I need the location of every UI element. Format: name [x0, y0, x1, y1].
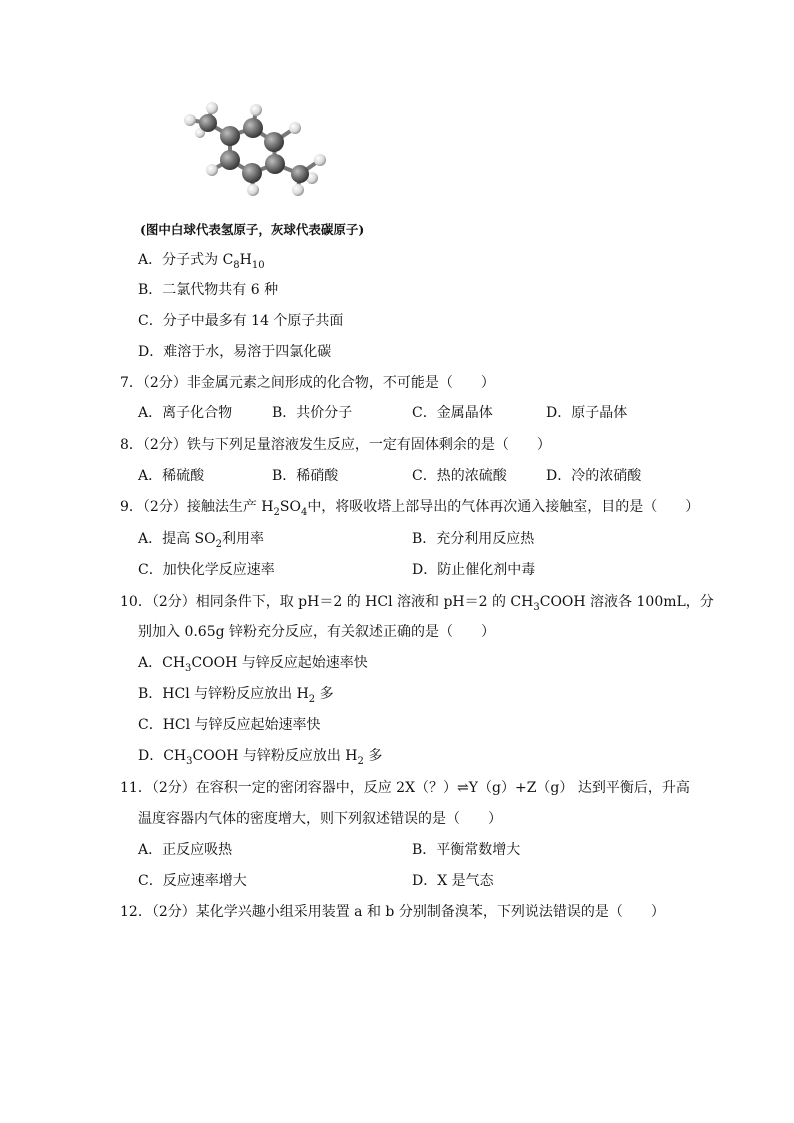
stem-text: 中，将吸收塔上部导出的气体再次通入接触室，目的是（ ）	[307, 499, 700, 515]
option-text: 多	[315, 686, 334, 702]
q10-option-c: C．HCl 与锌反应起始速率快	[138, 717, 321, 733]
subscript: 8	[233, 259, 240, 271]
q7-option-a: A．离子化合物	[138, 405, 233, 421]
option-text: COOH 与锌反应起始速率快	[191, 655, 368, 671]
q10-option-d	[138, 746, 382, 766]
q8-option-d: D．冷的浓硝酸	[546, 468, 642, 484]
q11-option-c: C．反应速率增大	[138, 873, 247, 889]
option-text: B．HCl 与锌粉反应放出 H	[138, 686, 309, 702]
subscript: 2	[357, 755, 364, 767]
option-letter: B．	[138, 282, 163, 298]
option-text: 利用率	[222, 531, 265, 547]
option-letter: C．	[138, 313, 163, 329]
option-text: A．提高 SO	[138, 531, 216, 547]
q10-stem-line1	[120, 592, 714, 612]
q11-option-b: B．平衡常数增大	[412, 842, 521, 858]
q12-stem: 12．（2分）某化学兴趣小组采用装置 a 和 b 分别制备溴苯，下列说法错误的是（ ）	[120, 904, 665, 920]
q10-option-b	[138, 684, 334, 704]
q11-stem-line1: 11．（2分）在容积一定的密闭容器中，反应 2X（？）⇌Y（g）+Z（g） 达到平衡后，升高	[120, 780, 690, 796]
option-text: 难溶于水，易溶于四氯化碳	[163, 344, 332, 360]
option-text: A．CH	[138, 655, 186, 671]
subscript: 3	[185, 662, 192, 674]
subscript: 2	[273, 506, 280, 518]
option-text: D．CH	[138, 748, 187, 764]
q8-option-b: B．稀硝酸	[272, 468, 339, 484]
q9-option-c: C．加快化学反应速率	[138, 562, 275, 578]
q10-option-a	[138, 653, 368, 673]
option-text: COOH 与锌粉反应放出 H	[192, 748, 358, 764]
stem-text: 9．（2分）接触法生产 H	[120, 499, 274, 515]
q9-stem	[120, 497, 699, 517]
q6-option-a	[138, 250, 265, 270]
option-letter: D．	[138, 344, 164, 360]
subscript: 3	[186, 755, 193, 767]
q6-option-b	[138, 280, 278, 300]
q9-option-d: D．防止催化剂中毒	[412, 562, 536, 578]
molecule-model-image	[140, 98, 385, 208]
q11-option-d: D．X 是气态	[412, 873, 494, 889]
q7-option-c: C．金属晶体	[412, 405, 493, 421]
stem-text: 10．（2分）相同条件下，取 pH＝2 的 HCl 溶液和 pH＝2 的 CH	[120, 594, 534, 610]
q11-option-a: A．正反应吸热	[138, 842, 233, 858]
option-text: 二氯代物共有 6 种	[162, 282, 279, 298]
q7-option-d: D．原子晶体	[546, 405, 628, 421]
q8-option-a: A．稀硫酸	[138, 468, 205, 484]
option-text: 分子中最多有 14 个原子共面	[162, 313, 344, 329]
option-text: 多	[363, 748, 383, 764]
q8-stem: 8．（2分）铁与下列足量溶液发生反应，一定有固体剩余的是（ ）	[120, 437, 551, 453]
figure-caption: (图中白球代表氢原子，灰球代表碳原子)	[140, 222, 365, 237]
subscript: 4	[300, 506, 308, 518]
q7-option-b: B．共价分子	[272, 405, 353, 421]
q6-option-d	[138, 342, 331, 362]
q6-option-c	[138, 311, 343, 331]
q11-stem-line2: 温度容器内气体的密度增大，则下列叙述错误的是（ ）	[138, 811, 502, 827]
stem-text: COOH 溶液各 100mL，分	[539, 594, 714, 610]
option-text: 分子式为 C	[162, 252, 234, 268]
subscript: 2	[215, 538, 223, 550]
subscript: 10	[251, 259, 265, 271]
option-text: H	[239, 252, 252, 268]
subscript: 2	[308, 693, 316, 705]
subscript: 3	[533, 601, 540, 613]
option-letter: A．	[138, 252, 163, 268]
q10-stem-line2: 别加入 0.65g 锌粉充分反应，有关叙述正确的是（ ）	[138, 624, 496, 640]
q9-option-a	[138, 529, 264, 549]
q7-stem: 7．（2分）非金属元素之间形成的化合物，不可能是（ ）	[120, 375, 495, 391]
q9-option-b: B．充分利用反应热	[412, 531, 535, 547]
q8-option-c: C．热的浓硫酸	[412, 468, 507, 484]
stem-text: SO	[279, 499, 301, 515]
